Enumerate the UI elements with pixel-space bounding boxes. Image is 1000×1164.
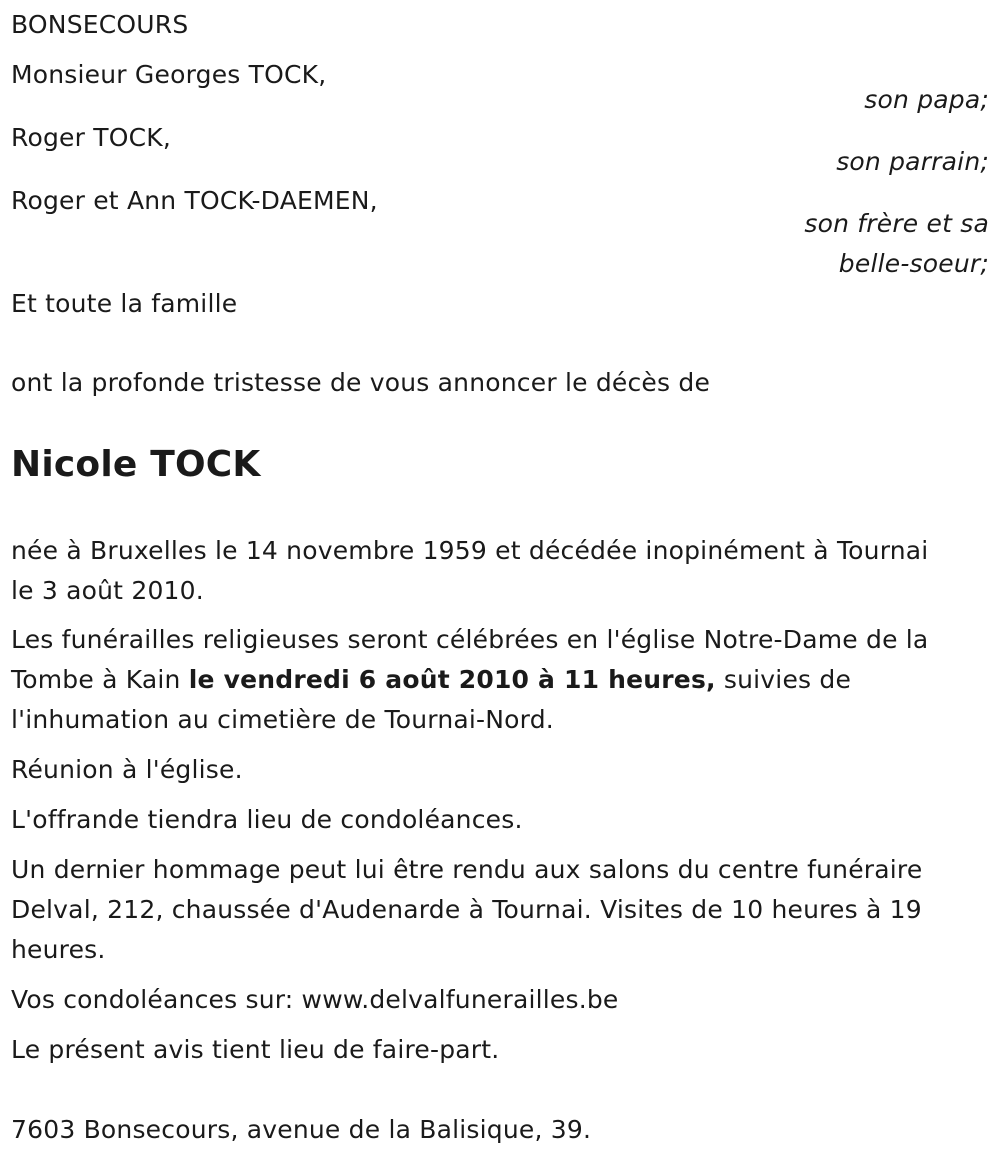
birth-death-paragraph	[11, 531, 986, 611]
family-member-relation: son frère et sa	[804, 209, 989, 238]
tribute-line: heures.	[11, 935, 106, 964]
address-text: 7603 Bonsecours, avenue de la Balisique, 39.	[11, 1115, 592, 1144]
funeral-place: Tombe à Kain	[11, 665, 189, 694]
birth-death-line: le 3 août 2010.	[11, 576, 204, 605]
announcement-text: ont la profonde tristesse de vous annoncer le décès de	[11, 368, 711, 397]
condolences-text: Vos condoléances sur: www.delvalfunerailles.be	[11, 985, 619, 1014]
notice-text: Le présent avis tient lieu de faire-part.	[11, 1035, 500, 1064]
tribute-paragraph	[11, 850, 986, 970]
deceased-name: Nicole TOCK	[11, 444, 261, 485]
reunion-text: Réunion à l'église.	[11, 755, 243, 784]
family-member-name: Roger et Ann TOCK-DAEMEN,	[11, 186, 378, 215]
location-header: BONSECOURS	[11, 10, 189, 39]
birth-death-line: née à Bruxelles le 14 novembre 1959 et décédée inopinément à Tournai	[11, 536, 929, 565]
funeral-followed: suivies de	[715, 665, 852, 694]
family-extra: Et toute la famille	[11, 289, 238, 318]
family-member-name: Roger TOCK,	[11, 123, 171, 152]
funeral-line: l'inhumation au cimetière de Tournai-Nord.	[11, 705, 554, 734]
tribute-line: Un dernier hommage peut lui être rendu aux salons du centre funéraire	[11, 855, 923, 884]
funeral-line: Les funérailles religieuses seront célébrées en l'église Notre-Dame de la	[11, 625, 929, 654]
tribute-line: Delval, 212, chaussée d'Audenarde à Tournai. Visites de 10 heures à 19	[11, 895, 922, 924]
funeral-line	[11, 660, 986, 700]
family-member-relation: son papa;	[864, 85, 989, 114]
offering-text: L'offrande tiendra lieu de condoléances.	[11, 805, 523, 834]
family-member-name: Monsieur Georges TOCK,	[11, 60, 327, 89]
funeral-date-time: le vendredi 6 août 2010 à 11 heures,	[188, 665, 716, 694]
family-member-relation: son parrain;	[836, 147, 989, 176]
family-member-relation: belle-soeur;	[838, 249, 989, 278]
funeral-paragraph	[11, 620, 986, 740]
